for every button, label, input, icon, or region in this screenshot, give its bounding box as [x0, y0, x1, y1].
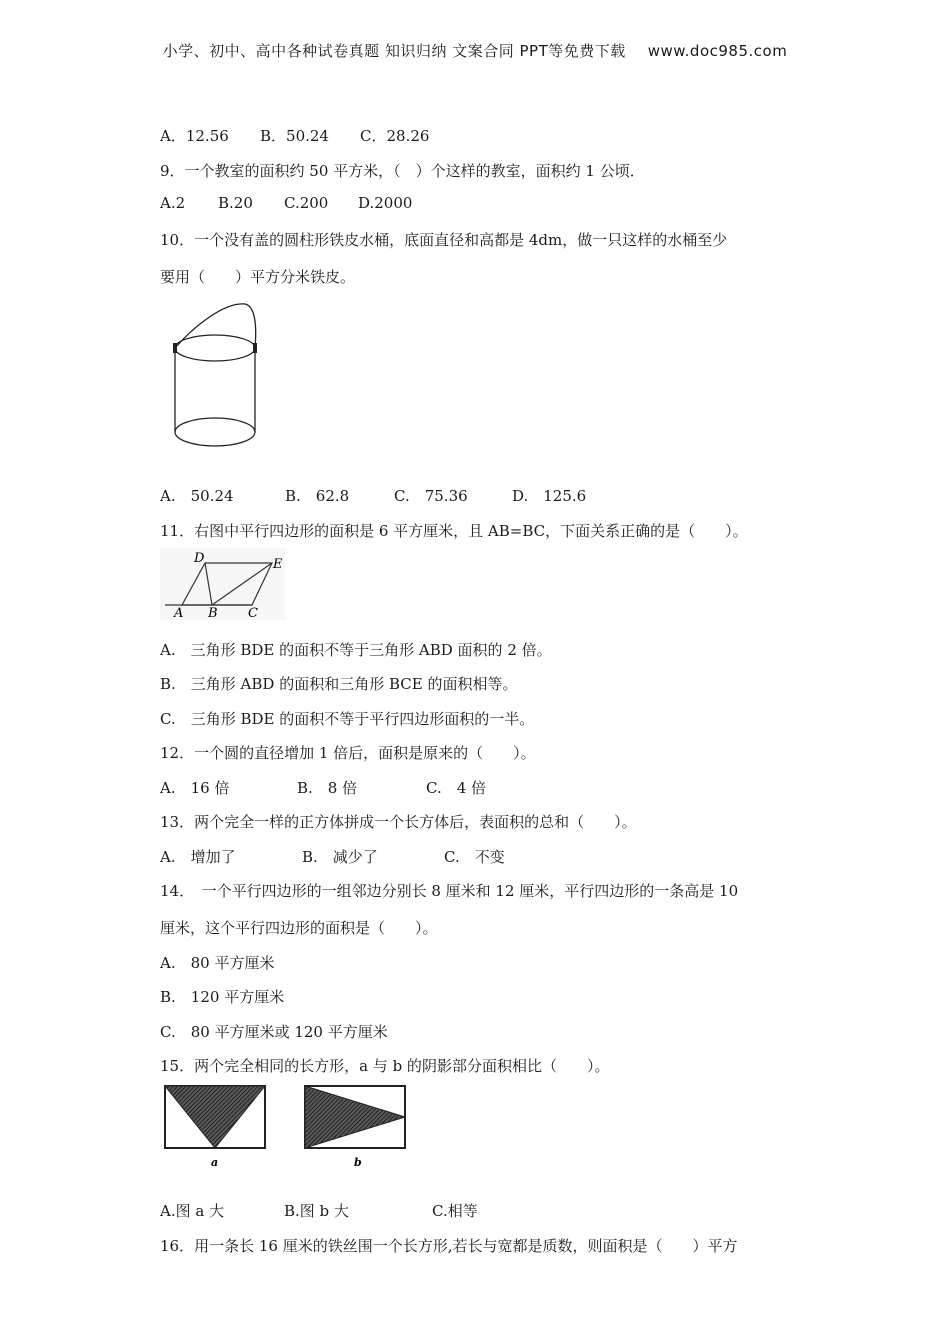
q13-option-a: A. 增加了 — [160, 848, 236, 866]
q15-options — [160, 1200, 478, 1221]
q9-option-c: C.200 — [284, 194, 329, 212]
q10-option-b: B. 62.8 — [285, 487, 350, 505]
label-d: D — [194, 551, 205, 566]
q12-option-b: B. 8 倍 — [297, 779, 358, 797]
q14-text-line1: 14． 一个平行四边形的一组邻边分别长 8 厘米和 12 厘米，平行四边形的一条高是 10 — [160, 882, 739, 900]
q14-text-line2: 厘米，这个平行四边形的面积是（ ）。 — [160, 919, 438, 937]
q9-option-d: D.2000 — [358, 194, 413, 212]
q8-option-c: C．28.26 — [360, 127, 430, 145]
q11-option-c: C. 三角形 BDE 的面积不等于平行四边形面积的一半。 — [160, 710, 535, 728]
q11-option-a: A. 三角形 BDE 的面积不等于三角形 ABD 面积的 2 倍。 — [160, 641, 552, 659]
q9-option-b: B.20 — [218, 194, 253, 212]
label-a: a — [211, 1156, 219, 1169]
q10-option-a: A. 50.24 — [160, 487, 234, 505]
header-site: www.doc985.com — [647, 42, 788, 60]
q10-text-line2: 要用（ ）平方分米铁皮。 — [160, 268, 356, 286]
rectangle-a — [165, 1086, 265, 1148]
q12-option-c: C. 4 倍 — [426, 779, 487, 797]
q15-text: 15．两个完全相同的长方形，a 与 b 的阴影部分面积相比（ ）。 — [160, 1057, 610, 1075]
q12-options — [160, 777, 486, 798]
q13-text: 13．两个完全一样的正方体拼成一个长方体后，表面积的总和（ ）。 — [160, 813, 637, 831]
parallelogram-figure — [160, 548, 285, 620]
q9-text: 9．一个教室的面积约 50 平方米，（ ）个这样的教室，面积约 1 公顷． — [160, 162, 645, 180]
q10-text-line1: 10．一个没有盖的圆柱形铁皮水桶，底面直径和高都是 4dm，做一只这样的水桶至少 — [160, 231, 728, 249]
q8-option-a: A．12.56 — [160, 127, 229, 145]
q13-option-b: B. 减少了 — [302, 848, 378, 866]
q13-options — [160, 846, 505, 867]
q13-option-c: C. 不变 — [444, 848, 505, 866]
page-header — [0, 40, 950, 61]
q16-text: 16．用一条长 16 厘米的铁丝围一个长方形,若长与宽都是质数，则面积是（ ）平方 — [160, 1237, 738, 1255]
rectangle-b — [305, 1086, 405, 1148]
q9-option-a: A.2 — [160, 194, 186, 212]
q11-text: 11．右图中平行四边形的面积是 6 平方厘米，且 AB=BC，下面关系正确的是（ ）。 — [160, 522, 748, 540]
q9-options — [160, 194, 412, 212]
q14-option-b: B. 120 平方厘米 — [160, 988, 285, 1006]
label-b: b — [354, 1156, 362, 1169]
q15-option-c: C.相等 — [432, 1202, 478, 1220]
label-c: C — [248, 606, 258, 620]
q10-option-c: C. 75.36 — [394, 487, 468, 505]
label-b: B — [208, 606, 218, 620]
q10-options — [160, 485, 586, 506]
q12-option-a: A. 16 倍 — [160, 779, 230, 797]
q8-options — [160, 125, 429, 146]
header-text: 小学、初中、高中各种试卷真题 知识归纳 文案合同 PPT等免费下载 — [162, 42, 626, 60]
q14-option-c: C. 80 平方厘米或 120 平方厘米 — [160, 1023, 388, 1041]
q15-option-b: B.图 b 大 — [284, 1202, 349, 1220]
q12-text: 12．一个圆的直径增加 1 倍后，面积是原来的（ ）。 — [160, 744, 536, 762]
q8-option-b: B．50.24 — [260, 127, 329, 145]
label-a: A — [174, 606, 184, 620]
q10-option-d: D. 125.6 — [512, 487, 587, 505]
q14-option-a: A. 80 平方厘米 — [160, 954, 275, 972]
label-e: E — [273, 557, 283, 572]
bucket-figure — [165, 300, 265, 460]
shaded-rectangles-figure — [160, 1082, 420, 1174]
q15-option-a: A.图 a 大 — [160, 1202, 225, 1220]
q11-option-b: B. 三角形 ABD 的面积和三角形 BCE 的面积相等。 — [160, 675, 518, 693]
